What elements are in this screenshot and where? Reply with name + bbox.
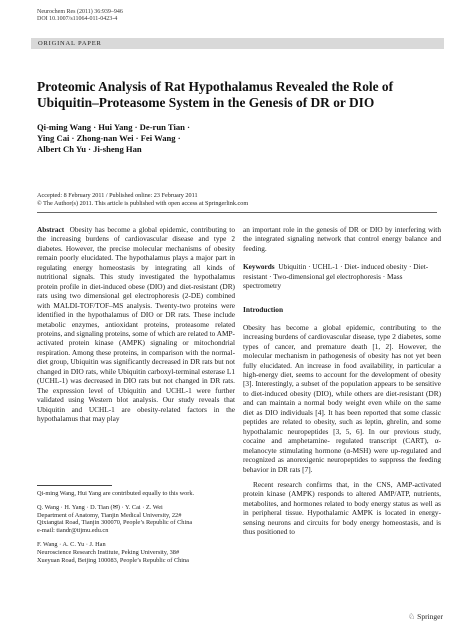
equal-contribution-note: Qi-ming Wang, Hui Yang are contributed equally to this work. xyxy=(37,490,195,497)
header-divider xyxy=(37,212,437,213)
affiliation-2 xyxy=(37,541,235,564)
journal-reference: Neurochem Res (2011) 36:939–946 xyxy=(37,9,123,15)
doi: DOI 10.1007/s11064-011-0423-4 xyxy=(37,16,118,22)
author-line: Ying Cai · Zhong-nan Wei · Fei Wang · xyxy=(37,132,181,143)
author-list xyxy=(37,122,257,154)
author-line: Albert Ch Yu · Ji-sheng Han xyxy=(37,143,142,154)
springer-horse-icon: ♘ xyxy=(408,612,416,621)
intro-paragraph-2: Recent research confirms that, in the CNS, AMP-activated protein kinase (AMPK) responds to altered AMP/ATP, nutrients, metabolites, and hormones related to body energy status as well as in peripheral tissue. Hypothalamic AMPK is located in energy-sensing neurons and circuits for body energy homeostasis, and is thus positioned to xyxy=(243,479,441,537)
author-line: Qi-ming Wang · Hui Yang · De-run Tian · xyxy=(37,122,190,132)
affiliation-1-address: Qixiangtai Road, Tianjin 300070, People’s Republic of China xyxy=(37,519,193,527)
accepted-published-dates: Accepted: 8 February 2011 / Published online: 23 February 2011 xyxy=(37,192,198,199)
publisher-name: Springer xyxy=(417,612,444,621)
affiliation-2-address: Xueyuan Road, Beijing 100083, People’s Republic of China xyxy=(37,556,189,564)
affiliation-2-institute: Neuroscience Research Institute, Peking University, 38# xyxy=(37,548,180,556)
abstract xyxy=(37,225,235,424)
publisher-footer xyxy=(408,612,443,621)
abstract-text: Obesity has become a global epidemic, contributing to the increasing burdens of cardiovascular disease and type 2 diabetes. However, the precise molecular mechanisms of obesity remain poorly elucidated. The hypothalamus plays a major part in regulating energy homeostasis by integrating all kinds of nutritional signals. This study investigated the hypothalamus protein profile in diet-induced obese (DIO) and diet-resistant (DR) rats using two dimensional gel electrophoresis (2-DE) combined with MALDI-TOF/TOF–MS analysis. Twenty-two proteins were identified in the hypothalamus of DIO or DR rats. These include metabolic enzymes, antioxidant proteins, proteasome related proteins, and signaling proteins, some of which are related to AMP-activated protein kinase (AMPK) signaling or mitochondrial respiration. Among these proteins, in comparison with the normal-diet group, Ubiquitin was significantly decreased in DR rats but not changed in DIO rats, while Ubiquitin carboxyl-terminal esterase L1 (UCHL-1) was decreased in DIO rats but not changed in DR rats. The expression level of Ubiquitin and UCHL-1 were further validated using Western blot analysis. Our study reveals that Ubiquitin and UCHL-1 are obesity-related factors in the hypothalamus that may play xyxy=(37,225,235,424)
abstract-label: Abstract xyxy=(37,225,65,234)
footnote-divider xyxy=(37,485,112,486)
right-column xyxy=(243,225,441,537)
footnotes xyxy=(37,490,235,571)
keywords xyxy=(243,262,441,290)
corresponding-email: e-mail: tiandr@tijmu.edu.cn xyxy=(37,527,109,535)
abstract-continued: an important role in the genesis of DR or DIO by interfering with the integrated signaling network that control energy balance and feeding. xyxy=(243,225,441,253)
section-title-introduction: Introduction xyxy=(243,304,284,314)
affiliation-1-dept: Department of Anatomy, Tianjin Medical University, 22# xyxy=(37,511,182,519)
article-title: Proteomic Analysis of Rat Hypothalamus Revealed the Role of Ubiquitin–Proteasome System in the Genesis of DR or DIO xyxy=(37,79,394,110)
intro-paragraph-1: Obesity has become a global epidemic, contributing to the increasing burdens of cardiovascular disease, type 2 diabetes, some types of cancer, and premature death [1, 2]. However, the molecular mechanism in pathogenesis of obesity has not yet been fully elucidated. An increase in food availability, in particular a high-energy diet, seems to account for the development of obesity [3]. Interestingly, a subset of the population appears to be sensitive to diet-induced obesity (DIO), while others are diet-resistant (DR) and can maintain a normal body weight even while on the same diet as DIO individuals [4]. It has been reported that some classic peptides are related to obesity, such as leptin, ghrelin, and some hypothalamic neuropeptides [3, 5, 6]. In our previous study, cocaine and amphetamine- regulated transcript (CART), α-melanocyte stimulating hormone (α-MSH) were up-regulated and recognized as anorexigenic neuropeptides to suppress the feeding behavior in DR rats [7]. xyxy=(243,322,441,474)
affiliation-1 xyxy=(37,504,235,535)
keywords-list: Ubiquitin · UCHL-1 · Diet- induced obesity · Diet-resistant · Two-dimensional gel electrophoresis · Mass spectrometry xyxy=(243,262,429,291)
keywords-label: Keywords xyxy=(243,262,275,272)
article-type-banner: ORIGINAL PAPER xyxy=(31,38,444,49)
journal-citation xyxy=(37,9,123,23)
copyright-notice: © The Author(s) 2011. This article is published with open access at Springerlink.com xyxy=(37,199,249,207)
left-column xyxy=(37,225,235,424)
publication-dates xyxy=(37,192,397,207)
affiliation-1-authors: Q. Wang · H. Yang · D. Tian (✉) · Y. Cai · Z. Wei xyxy=(37,504,163,512)
affiliation-2-authors: F. Wang · A. C. Yu · J. Han xyxy=(37,541,106,549)
